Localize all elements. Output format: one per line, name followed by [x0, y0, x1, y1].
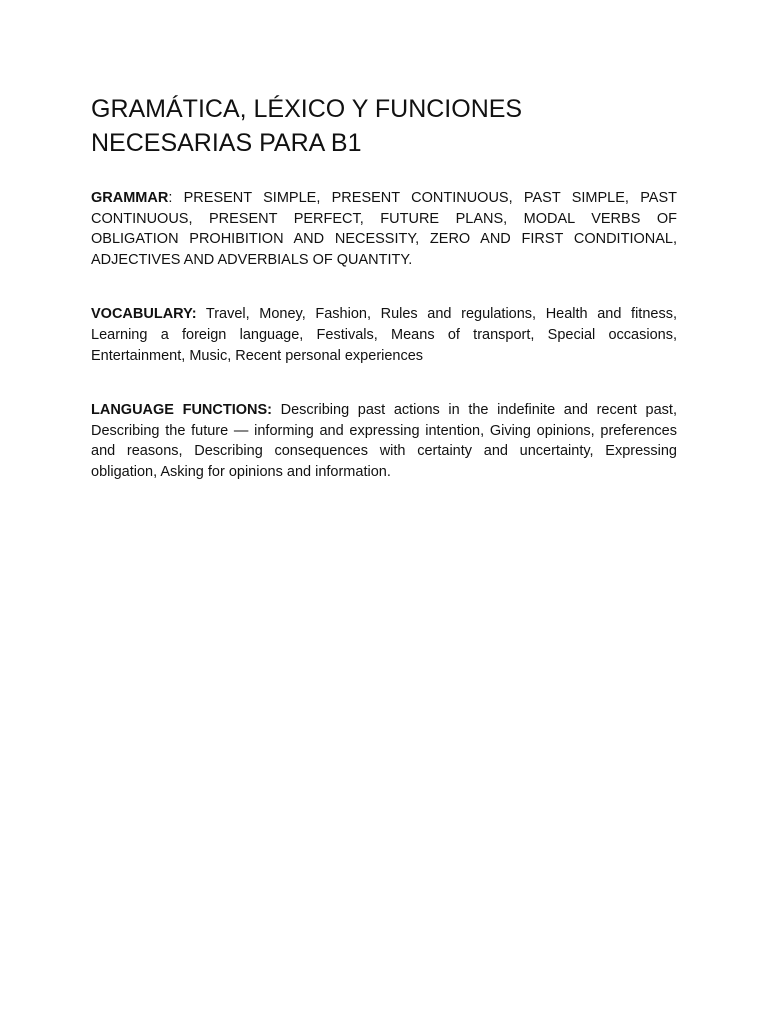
grammar-label: GRAMMAR: [91, 190, 169, 206]
language-functions-section: [91, 400, 677, 482]
vocabulary-section: [91, 304, 677, 366]
document-title: [91, 92, 677, 160]
title-line-1: GRAMÁTICA, LÉXICO Y FUNCIONES: [91, 95, 523, 123]
grammar-section: [91, 188, 677, 270]
title-line-2: NECESARIAS PARA B1: [91, 129, 362, 157]
vocabulary-text: Travel, Money, Fashion, Rules and regulations, Health and fitness, Learning a foreign language, Festivals, Means of transport, Special occasions, Entertainment, Music, Recent personal experiences: [91, 306, 677, 364]
vocabulary-label: VOCABULARY:: [91, 306, 197, 323]
grammar-text: : PRESENT SIMPLE, PRESENT CONTINUOUS, PAST SIMPLE, PAST CONTINUOUS, PRESENT PERFECT, FUTURE PLANS, MODAL VERBS OF OBLIGATION PROHIBITION AND NECESSITY, ZERO AND FIRST CONDITIONAL, ADJECTIVES AND ADVERBIALS OF QUANTITY.: [91, 190, 677, 268]
language-functions-label: LANGUAGE FUNCTIONS:: [91, 402, 273, 419]
document-page: [91, 92, 677, 483]
language-functions-text: Describing past actions in the indefinite and recent past, Describing the future — informing and expressing intention, Giving opinions, preferences and reasons, Describing consequences with certainty and uncertainty, Expressing obligation, Asking for opinions and information.: [91, 402, 677, 480]
